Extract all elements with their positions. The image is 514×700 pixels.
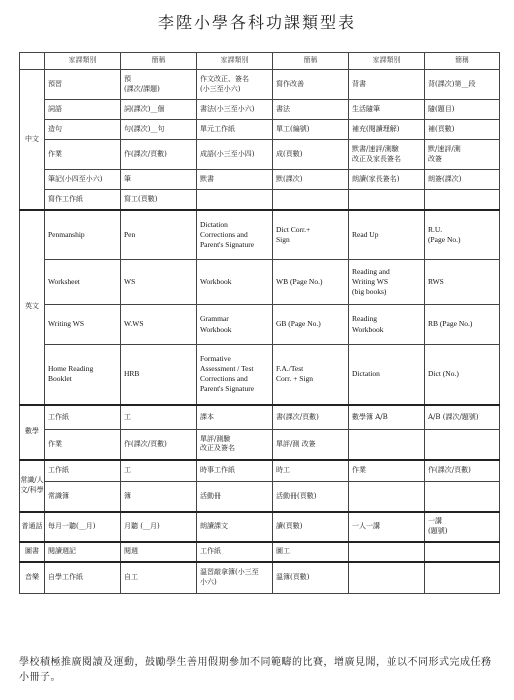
table-cell — [121, 100, 197, 120]
table-cell — [349, 70, 425, 100]
cell-line: 詞語 — [48, 104, 62, 113]
table-cell — [45, 460, 121, 482]
cell-line: 簿 — [124, 491, 131, 500]
cell-line: 默書/速評/測驗 — [352, 145, 399, 154]
table-cell — [45, 345, 121, 405]
cell-line: 課本 — [200, 412, 214, 421]
cell-line: Pen — [124, 229, 136, 239]
header-cell: 簡稱 — [273, 53, 349, 70]
cell-line: 朗讀課文 — [200, 521, 228, 530]
cell-line: RB (Page No.) — [428, 319, 473, 329]
table-cell — [45, 430, 121, 460]
cell-line: Workbook — [352, 324, 384, 334]
table-row — [20, 345, 500, 405]
table-cell — [121, 305, 197, 345]
cell-line: Workbook — [200, 276, 232, 286]
table-cell — [197, 70, 273, 100]
cell-line: 筆記(小四至小六) — [48, 174, 103, 183]
footer-note: 學校積極推廣閱讀及運動，鼓勵學生善用假期參加不同範疇的比賽，增廣見聞，並以不同形式完成任務小冊子。 — [19, 657, 492, 683]
cell-line: (小三至小六) — [200, 84, 241, 93]
cell-line: Workbook — [200, 324, 232, 334]
cell-line: HRB — [124, 369, 140, 379]
cell-line: Corrections and — [200, 374, 248, 384]
cell-line: Assessment / Test — [200, 364, 254, 374]
table-cell — [45, 512, 121, 542]
table-row — [20, 305, 500, 345]
table-cell — [45, 170, 121, 190]
cell-line: A/B (課次/題號) — [428, 412, 479, 421]
table-cell — [121, 542, 197, 562]
cell-line: Dictation — [200, 219, 228, 229]
cell-line: Parent's Signature — [200, 384, 255, 394]
cell-line: 補充(閱讀理解) — [352, 124, 400, 133]
table-cell — [45, 405, 121, 430]
cell-line: WS — [124, 276, 136, 286]
table-cell — [349, 512, 425, 542]
cell-line: 寫作改善 — [276, 79, 304, 88]
table-cell — [273, 460, 349, 482]
cell-line: 作文改正、簽名 — [200, 75, 249, 84]
table-cell — [425, 430, 500, 460]
cell-line: 預 — [124, 75, 131, 84]
table-cell — [425, 562, 500, 594]
cell-line: Writing WS — [48, 319, 85, 329]
table-cell — [197, 430, 273, 460]
cell-line: (Page No.) — [428, 234, 461, 244]
table-cell — [349, 170, 425, 190]
table-cell — [425, 460, 500, 482]
cell-line: 每月一聽(__月) — [48, 521, 96, 530]
table-cell — [45, 70, 121, 100]
table-cell — [425, 405, 500, 430]
table-cell — [425, 542, 500, 562]
cell-line: Parent's Signature — [200, 239, 255, 249]
table-cell — [273, 562, 349, 594]
cell-line: 背書 — [352, 79, 366, 88]
table-cell — [273, 512, 349, 542]
table-cell — [425, 120, 500, 140]
cell-line: 預習 — [48, 79, 62, 88]
table-cell — [349, 140, 425, 170]
table-cell — [425, 512, 500, 542]
table-cell — [45, 190, 121, 210]
table-cell — [425, 210, 500, 260]
cell-line: 常識簿 — [48, 491, 69, 500]
table-cell — [273, 70, 349, 100]
header-cell — [20, 53, 45, 70]
cell-line: 閱讀週記 — [48, 546, 76, 555]
table-cell — [45, 305, 121, 345]
cell-line: 溫簿(頁數) — [276, 573, 310, 582]
subject-label: 音樂 — [20, 562, 45, 594]
table-cell — [349, 562, 425, 594]
cell-line: 活動冊 — [200, 491, 221, 500]
cell-line: 筆 — [124, 174, 131, 183]
cell-line: 數學簿 A/B — [352, 412, 388, 421]
cell-line: 改簽 — [428, 154, 442, 163]
subject-label: 圖書 — [20, 542, 45, 562]
table-cell — [273, 482, 349, 512]
table-row — [20, 100, 500, 120]
cell-line: 時工 — [276, 466, 290, 475]
table-cell — [121, 460, 197, 482]
table-cell — [349, 542, 425, 562]
table-cell — [121, 430, 197, 460]
cell-line: 默/速評/測 — [428, 145, 461, 154]
table-cell — [425, 345, 500, 405]
table-cell — [273, 345, 349, 405]
cell-line: 自學工作紙 — [48, 573, 83, 582]
cell-line: Booklet — [48, 374, 72, 384]
cell-line: Corr. + Sign — [276, 374, 313, 384]
homework-type-table — [19, 52, 500, 594]
cell-line: W.WS — [124, 319, 144, 329]
table-cell — [349, 430, 425, 460]
table-cell — [425, 170, 500, 190]
cell-line: Dict (No.) — [428, 369, 459, 379]
cell-line: Read Up — [352, 229, 379, 239]
cell-line: 改正及家長簽名 — [352, 154, 401, 163]
cell-line: 書法 — [276, 104, 290, 113]
cell-line: RWS — [428, 276, 444, 286]
table-cell — [197, 562, 273, 594]
table-cell — [45, 542, 121, 562]
table-row — [20, 482, 500, 512]
table-body — [20, 70, 500, 594]
cell-line: Penmanship — [48, 229, 85, 239]
table-cell — [45, 140, 121, 170]
cell-line: 寫工(頁數) — [124, 194, 158, 203]
subject-label: 常識/人文/科學 — [20, 460, 45, 512]
table-cell — [349, 345, 425, 405]
cell-line: Dictation — [352, 369, 380, 379]
table-row — [20, 70, 500, 100]
table-cell — [197, 190, 273, 210]
header-cell: 家課類別 — [45, 53, 121, 70]
table-cell — [45, 562, 121, 594]
table-cell — [425, 482, 500, 512]
subject-label: 中文 — [20, 70, 45, 210]
cell-line: 寫作工作紙 — [48, 194, 83, 203]
cell-line: Corrections and — [200, 229, 248, 239]
header-cell: 簡稱 — [121, 53, 197, 70]
cell-line: Worksheet — [48, 276, 80, 286]
cell-line: (big books) — [352, 287, 387, 297]
table-cell — [273, 260, 349, 305]
cell-line: 背(課次)第__段 — [428, 79, 476, 88]
table-row — [20, 405, 500, 430]
cell-line: 溫習敲拿簿(小三至 — [200, 568, 259, 577]
cell-line: Formative — [200, 354, 231, 363]
table-row — [20, 140, 500, 170]
table-cell — [197, 305, 273, 345]
cell-line: 朗讀(家長簽名) — [352, 174, 400, 183]
table-row — [20, 562, 500, 594]
cell-line: 單元工作紙 — [200, 124, 235, 133]
header-cell: 家課類別 — [349, 53, 425, 70]
table-cell — [273, 210, 349, 260]
cell-line: 造句 — [48, 124, 62, 133]
cell-line: 隨(題目) — [428, 104, 455, 113]
cell-line: 作(課次/頁數) — [124, 149, 167, 158]
cell-line: 作(課次/頁數) — [124, 439, 167, 448]
cell-line: (課次/課題) — [124, 84, 160, 93]
cell-line: 成語(小三至小四) — [200, 149, 255, 158]
cell-line: 作業 — [48, 439, 62, 448]
table-cell — [121, 260, 197, 305]
cell-line: 作業 — [48, 149, 62, 158]
header-cell: 簡稱 — [425, 53, 500, 70]
table-row — [20, 542, 500, 562]
table-cell — [273, 100, 349, 120]
table-cell — [425, 305, 500, 345]
cell-line: 月聽 (__月) — [124, 521, 160, 530]
table-cell — [273, 170, 349, 190]
cell-line: 單評/測 改簽 — [276, 439, 316, 448]
cell-line: F.A./Test — [276, 364, 304, 374]
table-cell — [197, 260, 273, 305]
cell-line: 工作紙 — [48, 466, 69, 475]
table-cell — [197, 345, 273, 405]
table-cell — [197, 542, 273, 562]
table-cell — [197, 460, 273, 482]
cell-line: WB (Page No.) — [276, 276, 323, 286]
table-header-row — [20, 53, 500, 70]
table-cell — [197, 170, 273, 190]
cell-line: 工 — [124, 412, 131, 421]
table-cell — [349, 100, 425, 120]
cell-line: 成(頁數) — [276, 149, 303, 158]
table-cell — [273, 140, 349, 170]
table-row — [20, 460, 500, 482]
header-cell: 家課類別 — [197, 53, 273, 70]
table-cell — [197, 140, 273, 170]
subject-label: 英文 — [20, 210, 45, 405]
cell-line: Sign — [276, 234, 290, 244]
table-cell — [197, 120, 273, 140]
table-cell — [425, 260, 500, 305]
table-cell — [349, 120, 425, 140]
cell-line: 時事工作紙 — [200, 466, 235, 475]
table-cell — [197, 512, 273, 542]
table-cell — [197, 210, 273, 260]
cell-line: Dict Corr.+ — [276, 224, 311, 234]
cell-line: 作(課次/頁數) — [428, 466, 471, 475]
cell-line: 工作紙 — [200, 546, 221, 555]
cell-line: 書法(小三至小六) — [200, 104, 255, 113]
cell-line: 書(課次/頁數) — [276, 412, 319, 421]
cell-line: 單工(編號) — [276, 124, 310, 133]
cell-line: 詞(課次)__個 — [124, 104, 165, 113]
cell-line: GB (Page No.) — [276, 319, 321, 329]
cell-line: 圖工 — [276, 546, 290, 555]
table-cell — [349, 482, 425, 512]
table-cell — [121, 170, 197, 190]
table-cell — [425, 70, 500, 100]
table-cell — [197, 482, 273, 512]
table-cell — [349, 190, 425, 210]
table-cell — [121, 562, 197, 594]
cell-line: (題號) — [428, 526, 448, 535]
cell-line: 讀(頁數) — [276, 521, 303, 530]
cell-line: 工作紙 — [48, 412, 69, 421]
cell-line: 句(課次)__句 — [124, 124, 165, 133]
table-cell — [121, 210, 197, 260]
cell-line: 一講 — [428, 517, 442, 526]
cell-line: Home Reading — [48, 364, 94, 374]
table-row — [20, 260, 500, 305]
cell-line: 生活隨筆 — [352, 104, 380, 113]
table-cell — [425, 190, 500, 210]
subject-label: 數學 — [20, 405, 45, 460]
table-cell — [121, 345, 197, 405]
table-cell — [425, 140, 500, 170]
table-cell — [197, 100, 273, 120]
cell-line: 補(頁數) — [428, 124, 455, 133]
table-row — [20, 210, 500, 260]
table-cell — [121, 70, 197, 100]
table-cell — [349, 260, 425, 305]
cell-line: Reading — [352, 314, 377, 324]
table-row — [20, 512, 500, 542]
cell-line: 自工 — [124, 573, 138, 582]
cell-line: 單評/測驗 — [200, 434, 231, 443]
cell-line: Reading and — [352, 266, 390, 276]
table-row — [20, 170, 500, 190]
cell-line: 小六) — [200, 577, 217, 586]
table-cell — [273, 542, 349, 562]
table-cell — [121, 405, 197, 430]
cell-line: R.U. — [428, 224, 443, 234]
page-title: 李陞小學各科功課類型表 — [157, 13, 356, 32]
cell-line: 活動冊(頁數) — [276, 491, 317, 500]
table-cell — [273, 120, 349, 140]
cell-line: 改正及簽名 — [200, 444, 235, 453]
cell-line: Writing WS — [352, 276, 389, 286]
table-cell — [121, 482, 197, 512]
cell-line: 閱週 — [124, 546, 138, 555]
cell-line: 朗簽(課次) — [428, 174, 462, 183]
cell-line: 默(課次) — [276, 174, 303, 183]
cell-line: 工 — [124, 466, 131, 475]
table-cell — [45, 260, 121, 305]
table-cell — [349, 460, 425, 482]
table-row — [20, 120, 500, 140]
cell-line: 默書 — [200, 174, 214, 183]
table-row — [20, 430, 500, 460]
cell-line: Grammar — [200, 314, 229, 324]
table-cell — [121, 190, 197, 210]
table-cell — [349, 405, 425, 430]
cell-line: 一人一講 — [352, 521, 380, 530]
table-cell — [349, 305, 425, 345]
cell-line: 作業 — [352, 466, 366, 475]
table-cell — [273, 190, 349, 210]
table-cell — [121, 512, 197, 542]
table-cell — [45, 100, 121, 120]
table-cell — [45, 210, 121, 260]
table-cell — [349, 210, 425, 260]
table-cell — [273, 405, 349, 430]
table-cell — [197, 405, 273, 430]
table-cell — [273, 305, 349, 345]
table-cell — [273, 430, 349, 460]
table-cell — [121, 120, 197, 140]
table-cell — [45, 120, 121, 140]
table-cell — [45, 482, 121, 512]
subject-label: 普通話 — [20, 512, 45, 542]
table-cell — [121, 140, 197, 170]
table-cell — [425, 100, 500, 120]
table-row — [20, 190, 500, 210]
